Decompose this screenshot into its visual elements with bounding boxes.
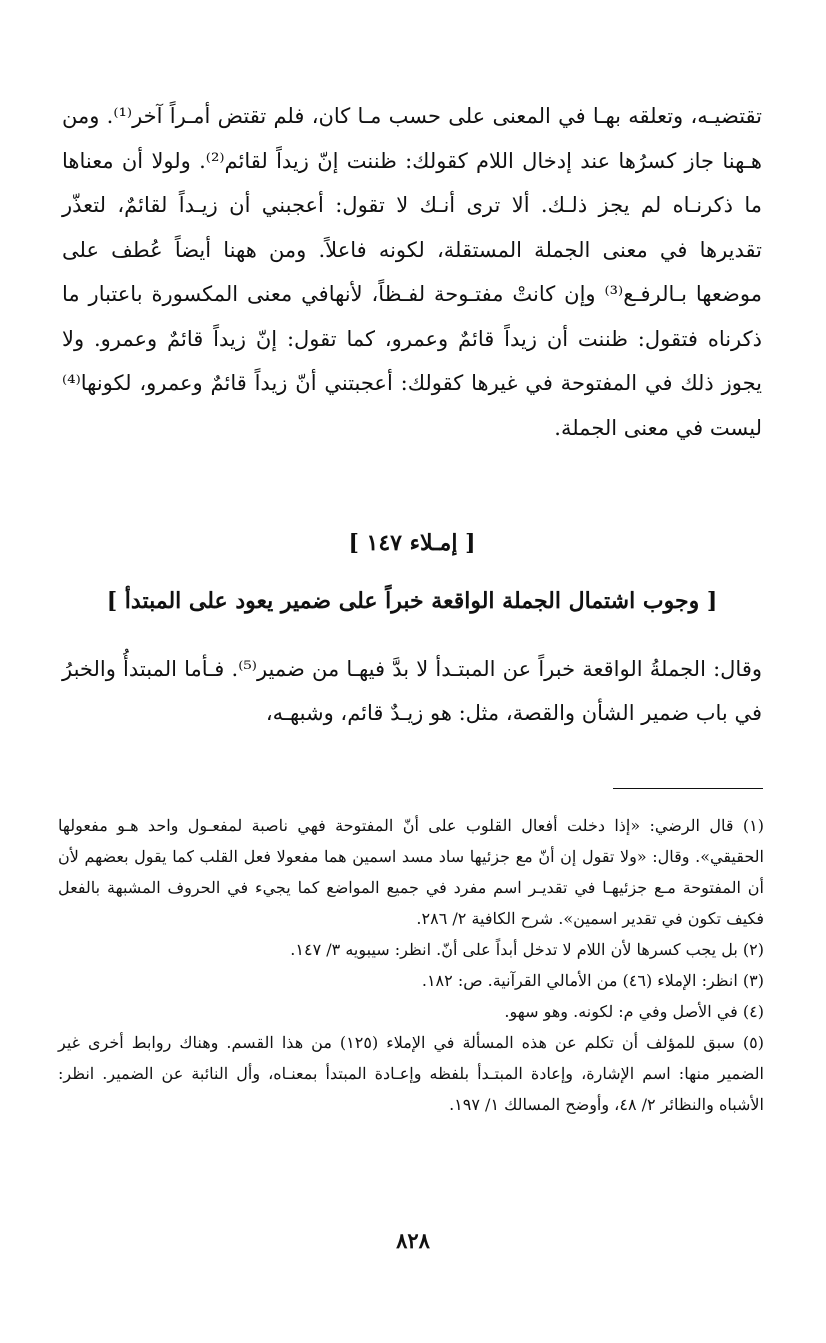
section-title: [ وجوب اشتمال الجملة الواقعة خبراً على ضمير يعود على المبتدأ ]	[106, 588, 718, 614]
footnote-mark: (٤)	[742, 1002, 764, 1021]
footnote-5	[58, 1027, 764, 1120]
footnote-text: في الأصل وفي م: لكونه. وهو سهو.	[504, 1002, 738, 1021]
main-text	[62, 94, 762, 450]
paragraph: تقتضيـه، وتعلقه بهـا في المعنى على حسب مـا كان، فلم تقتض أمـراً آخر⁽¹⁾. ومن هـهنا جاز كسرُها عند إدخال اللام كقولك: ظننت إنّ زيداً لقائم⁽²⁾. ولولا أن معناها ما ذكرنـاه لم يجز ذلـك. ألا ترى أنـك لا تقول: أعجبني أن زيـداً لقائمٌ، لتعذّر تقديرها في معنى الجملة المستقلة، لكونه فاعلاً. ومن ههنا أيضاً عُطف على موضعها بـالرفـع⁽³⁾ وإن كانتْ مفتـوحة لفـظاً، لأنهافي معنى المكسورة باعتبار ما ذكرناه فتقول: ظننت أن زيداً قائمٌ وعمرو، كما تقول: إنّ زيداً قائمٌ وعمرو. ولا يجوز ذلك في المفتوحة في غيرها كقولك: أعجبتني أنّ زيداً قائمٌ وعمرو، لكونها⁽⁴⁾ ليست في معنى الجملة.	[62, 104, 762, 440]
paragraph: وقال: الجملةُ الواقعة خبراً عن المبتـدأ لا بدَّ فيهـا من ضمير⁽⁵⁾. فـأما المبتدأُ والخبرُ في باب ضمير الشأن والقصة، مثل: هو زيـدٌ قائم، وشبهـه،	[62, 657, 762, 725]
footnote-text: انظر: الإملاء (٤٦) من الأمالي القرآنية. ص: ١٨٢.	[421, 971, 738, 990]
footnote-1	[58, 810, 764, 934]
footnote-separator	[613, 788, 763, 789]
footnote-3	[58, 965, 764, 996]
footnote-mark: (٣)	[742, 971, 764, 990]
footnotes	[58, 810, 764, 1120]
footnote-2	[58, 934, 764, 965]
footnote-mark: (٢)	[742, 940, 764, 959]
footnote-4	[58, 996, 764, 1027]
footnote-mark: (١)	[742, 816, 764, 835]
imla-heading: [ إمـلاء ١٤٧ ]	[348, 530, 476, 556]
footnote-text: قال الرضي: «إذا دخلت أفعال القلوب على أنّ المفتوحة فهي ناصبة لمفعـول واحد هـو مفعولها الحقيقي». وقال: «ولا تقول إن أنّ مع جزئيها ساد مسد اسمين هما مفعولا فعل القلب كما يقول بعضهم لأن أن المفتوحة مـع جزئيهـا في تقديـر اسم مفرد في جميع المواضع كما يجيء في الحروف المشبهة بالفعل فكيف تكون في تقدير اسمين». شرح الكافية ٢/ ٢٨٦.	[58, 816, 764, 928]
footnote-mark: (٥)	[742, 1033, 764, 1052]
main-text-continued	[62, 647, 762, 735]
footnote-text: سبق للمؤلف أن تكلم عن هذه المسألة في الإملاء (١٢٥) من هذا القسم. وهناك روابط أخرى غير الضمير منها: اسم الإشارة، وإعادة المبتـدأ بلفظه وإعـادة المبتدأ بمعنـاه، وأل النائبة عن الضمير. انظر: الأشباه والنظائر ٢/ ٤٨، وأوضح المسالك ١/ ١٩٧.	[58, 1033, 764, 1114]
page-number: ٨٢٨	[396, 1228, 430, 1253]
footnote-text: بل يجب كسرها لأن اللام لا تدخل أبداً على أنّ. انظر: سيبويه ٣/ ١٤٧.	[290, 940, 738, 959]
